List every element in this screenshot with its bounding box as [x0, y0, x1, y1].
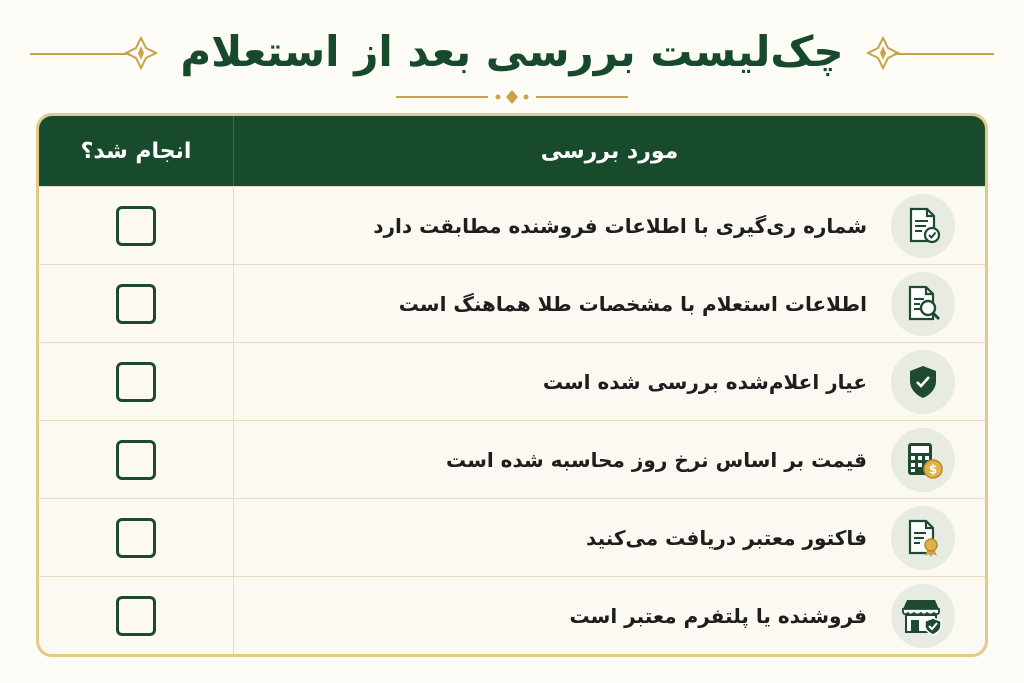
- table-row: [39, 342, 985, 420]
- divider-ornament-icon: [396, 88, 628, 106]
- header-done: انجام شد؟: [80, 138, 192, 164]
- done-checkbox[interactable]: [116, 362, 156, 402]
- shield-check-icon: [891, 350, 955, 414]
- done-cell: [39, 187, 233, 264]
- svg-text:$: $: [928, 462, 938, 476]
- item-text: اطلاعات استعلام با مشخصات طلا هماهنگ است: [398, 291, 867, 316]
- page-title: چک‌لیست بررسی بعد از استعلام: [180, 27, 844, 76]
- item-text: فروشنده یا پلتفرم معتبر است: [569, 603, 867, 628]
- table-row: [39, 264, 985, 342]
- done-cell: [39, 343, 233, 420]
- done-cell: [39, 265, 233, 342]
- item-cell: [233, 499, 985, 576]
- table-header: [39, 116, 985, 186]
- done-checkbox[interactable]: [116, 206, 156, 246]
- done-cell: [39, 577, 233, 654]
- done-checkbox[interactable]: [116, 596, 156, 636]
- calculator-coin-icon: [891, 428, 955, 492]
- table-row: [39, 576, 985, 654]
- item-cell: [233, 187, 985, 264]
- table-row: [39, 498, 985, 576]
- item-text: شماره ری‌گیری با اطلاعات فروشنده مطابقت دارد: [373, 213, 867, 238]
- item-cell: [233, 265, 985, 342]
- done-checkbox[interactable]: [116, 284, 156, 324]
- table-row: [39, 420, 985, 498]
- certificate-icon: [891, 506, 955, 570]
- table-row: [39, 186, 985, 264]
- item-cell: [233, 421, 985, 498]
- checklist-table: [36, 113, 988, 657]
- header-item: مورد بررسی: [233, 116, 985, 186]
- item-text: عیار اعلام‌شده بررسی شده است: [542, 369, 867, 394]
- item-cell: [233, 343, 985, 420]
- done-cell: [39, 499, 233, 576]
- done-cell: [39, 421, 233, 498]
- done-checkbox[interactable]: [116, 440, 156, 480]
- item-cell: [233, 577, 985, 654]
- document-search-icon: [891, 272, 955, 336]
- item-text: فاکتور معتبر دریافت می‌کنید: [586, 525, 867, 550]
- item-text: قیمت بر اساس نرخ روز محاسبه شده است: [446, 447, 867, 472]
- document-check-icon: [891, 194, 955, 258]
- store-shield-icon: [891, 584, 955, 648]
- title-line-right: [894, 53, 994, 55]
- done-checkbox[interactable]: [116, 518, 156, 558]
